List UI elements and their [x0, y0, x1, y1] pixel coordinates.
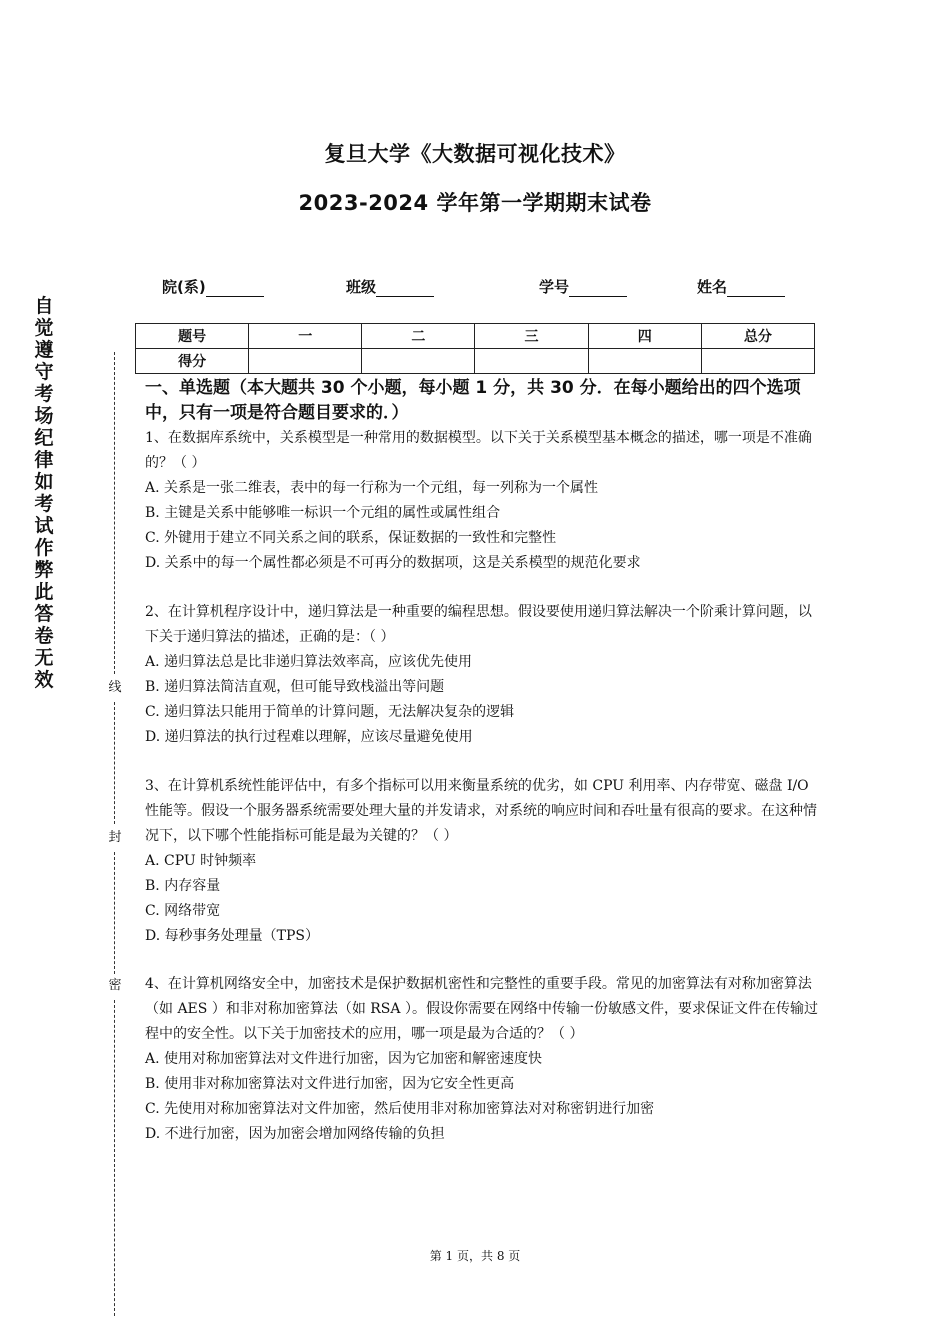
score-cell[interactable]: [249, 349, 362, 374]
binding-mark-seal: 封: [106, 830, 124, 846]
option-c: C. 先使用对称加密算法对文件加密，然后使用非对称加密算法对对称密钥进行加密: [145, 1101, 655, 1117]
score-row-label: 得分: [136, 349, 249, 374]
score-table-header-cell: 四: [588, 324, 701, 349]
name-label: 姓名: [697, 278, 728, 296]
score-cell[interactable]: [475, 349, 588, 374]
name-field: [697, 276, 785, 297]
score-table-header-cell: 题号: [136, 324, 249, 349]
option-c: C. 外键用于建立不同关系之间的联系，保证数据的一致性和完整性: [145, 530, 557, 546]
score-cell[interactable]: [701, 349, 814, 374]
question-stem: 4、在计算机网络安全中，加密技术是保护数据机密性和完整性的重要手段。常见的加密算法有对称加密算法（如 AES ）和非对称加密算法（如 RSA ）。假设你需要在网络中传输一份敏感文件，要求保证文件在传输过程中的安全性。以下关于加密技术的应用，哪一项是最为合适的？（ ）: [145, 976, 818, 1042]
student-id-blank: [569, 280, 627, 297]
question-4: [145, 972, 820, 1147]
binding-mark-line: 线: [106, 680, 124, 696]
score-table: [135, 323, 815, 374]
binding-dashed-line: [114, 1000, 115, 1316]
option-b: B. 内存容量: [145, 878, 221, 894]
question-1: [145, 426, 820, 576]
option-a: A. 递归算法总是比非递归算法效率高，应该优先使用: [145, 654, 473, 670]
score-table-header-cell: 总分: [701, 324, 814, 349]
option-c: C. 网络带宽: [145, 903, 221, 919]
class-label: 班级: [346, 278, 377, 296]
binding-dashed-line: [114, 852, 115, 974]
option-d: D. 关系中的每一个属性都必须是不可再分的数据项，这是关系模型的规范化要求: [145, 555, 641, 571]
page-number: 第 1 页，共 8 页: [429, 1249, 521, 1263]
option-a: A. CPU 时钟频率: [145, 853, 257, 869]
score-table-header-row: [136, 324, 815, 349]
score-table-header-cell: 一: [249, 324, 362, 349]
question-stem: 2、在计算机程序设计中，递归算法是一种重要的编程思想。假设要使用递归算法解决一个阶乘计算问题，以下关于递归算法的描述，正确的是：（ ）: [145, 604, 812, 645]
class-field: [346, 276, 434, 297]
option-d: D. 不进行加密，因为加密会增加网络传输的负担: [145, 1126, 445, 1142]
score-cell[interactable]: [588, 349, 701, 374]
class-blank: [376, 280, 434, 297]
score-table-header-cell: 三: [475, 324, 588, 349]
section-heading: 一、单选题（本大题共 30 个小题，每小题 1 分，共 30 分．在每小题给出的四个选项中，只有一项是符合题目要求的．）: [145, 378, 801, 423]
option-b: B. 递归算法简洁直观，但可能导致栈溢出等问题: [145, 679, 445, 695]
option-d: D. 递归算法的执行过程难以理解，应该尽量避免使用: [145, 729, 473, 745]
option-a: A. 关系是一张二维表，表中的每一行称为一个元组，每一列称为一个属性: [145, 480, 599, 496]
binding-dashed-line: [114, 352, 115, 674]
option-b: B. 使用非对称加密算法对文件进行加密，因为它安全性更高: [145, 1076, 515, 1092]
department-field: [162, 276, 264, 297]
binding-mark-close: 密: [106, 978, 124, 994]
binding-dashed-line: [114, 702, 115, 824]
option-c: C. 递归算法只能用于简单的计算问题，无法解决复杂的逻辑: [145, 704, 515, 720]
option-b: B. 主键是关系中能够唯一标识一个元组的属性或属性组合: [145, 505, 501, 521]
score-cell[interactable]: [362, 349, 475, 374]
department-label: 院(系): [162, 278, 206, 296]
question-2: [145, 600, 820, 750]
student-id-label: 学号: [539, 278, 570, 296]
option-d: D. 每秒事务处理量（TPS）: [145, 928, 319, 944]
exam-title-line2: 2023-2024 学年第一学期期末试卷: [298, 191, 652, 215]
exam-title-line1: 复旦大学《大数据可视化技术》: [324, 142, 626, 166]
student-id-field: [539, 276, 627, 297]
department-blank: [206, 280, 264, 297]
name-blank: [727, 280, 785, 297]
binding-warning-text: 自觉遵守考场纪律如考试作弊此答卷无效: [34, 295, 54, 691]
question-stem: 3、在计算机系统性能评估中，有多个指标可以用来衡量系统的优劣，如 CPU 利用率、内存带宽、磁盘 I/O 性能等。假设一个服务器系统需要处理大量的并发请求，对系统的响应时间和吞吐量有很高的要求。在这种情况下，以下哪个性能指标可能是最为关键的？（ ）: [145, 778, 817, 844]
score-table-header-cell: 二: [362, 324, 475, 349]
question-3: [145, 774, 820, 949]
question-stem: 1、在数据库系统中，关系模型是一种常用的数据模型。以下关于关系模型基本概念的描述，哪一项是不准确的？（ ）: [145, 430, 812, 471]
option-a: A. 使用对称加密算法对文件进行加密，因为它加密和解密速度快: [145, 1051, 543, 1067]
score-table-score-row: [136, 349, 815, 374]
